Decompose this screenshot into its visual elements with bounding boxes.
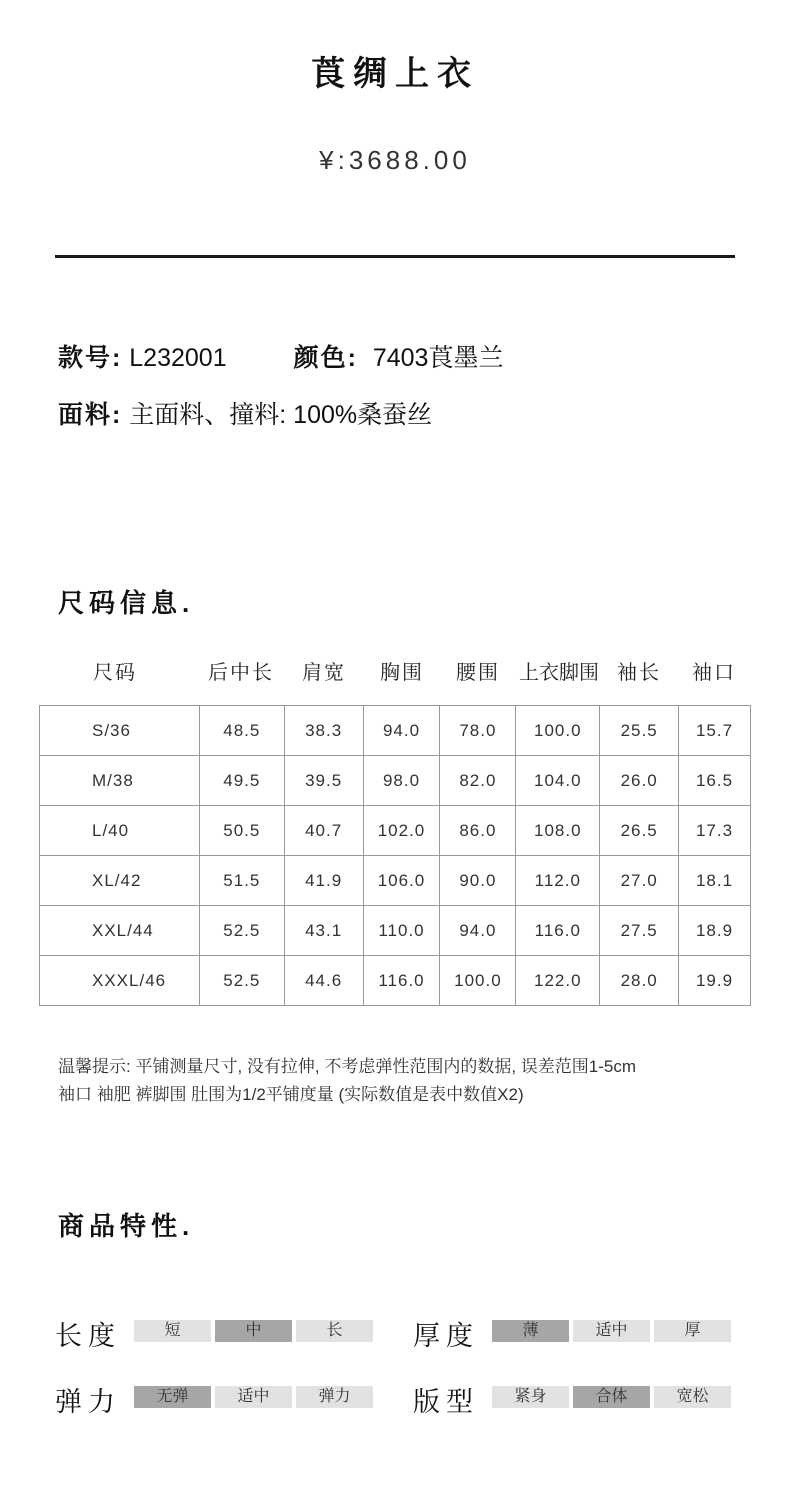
style-number-label: 款号: xyxy=(58,344,123,372)
measurement-cell: 100.0 xyxy=(516,706,600,756)
features-section-title: 商品特性. xyxy=(58,1211,195,1241)
thickness-option-thick: 厚 xyxy=(654,1320,731,1342)
size-cell: XL/42 xyxy=(40,856,200,906)
size-cell: XXXL/46 xyxy=(40,956,200,1006)
size-cell: M/38 xyxy=(40,756,200,806)
style-number-value: L232001 xyxy=(129,344,227,372)
elasticity-option-stretch: 弹力 xyxy=(296,1386,373,1408)
table-row xyxy=(40,856,751,906)
length-label: 长度 xyxy=(55,1321,121,1351)
measurement-cell: 82.0 xyxy=(440,756,516,806)
measurement-cell: 51.5 xyxy=(199,856,284,906)
measurement-cell: 100.0 xyxy=(440,956,516,1006)
header-size: 尺码 xyxy=(93,662,137,684)
product-title: 莨绸上衣 xyxy=(311,55,479,93)
header-divider xyxy=(55,255,735,258)
measurement-cell: 102.0 xyxy=(363,806,440,856)
measurement-cell: 94.0 xyxy=(363,706,440,756)
header-sleeve-length: 袖长 xyxy=(617,662,661,684)
size-cell: L/40 xyxy=(40,806,200,856)
measurement-cell: 26.0 xyxy=(600,756,679,806)
measurement-cell: 52.5 xyxy=(199,906,284,956)
length-option-medium: 中 xyxy=(215,1320,292,1342)
header-waist: 腰围 xyxy=(456,662,500,684)
measurement-cell: 98.0 xyxy=(363,756,440,806)
measurement-cell: 116.0 xyxy=(363,956,440,1006)
measurement-cell: 16.5 xyxy=(679,756,751,806)
size-cell: XXL/44 xyxy=(40,906,200,956)
measurement-cell: 27.5 xyxy=(600,906,679,956)
color-label: 颜色: xyxy=(293,344,358,372)
fit-option-loose: 宽松 xyxy=(654,1386,731,1408)
measurement-cell: 49.5 xyxy=(199,756,284,806)
measurement-cell: 86.0 xyxy=(440,806,516,856)
measurement-note: 温馨提示: 平铺测量尺寸, 没有拉伸, 不考虑弹性范围内的数据, 误差范围1-5cm xyxy=(58,1057,637,1076)
measurement-cell: 18.1 xyxy=(679,856,751,906)
size-table xyxy=(39,705,751,1006)
thickness-option-medium: 适中 xyxy=(573,1320,650,1342)
elasticity-option-none: 无弹 xyxy=(134,1386,211,1408)
measurement-cell: 18.9 xyxy=(679,906,751,956)
measurement-cell: 44.6 xyxy=(284,956,363,1006)
measurement-cell: 28.0 xyxy=(600,956,679,1006)
measurement-cell: 116.0 xyxy=(516,906,600,956)
measurement-cell: 19.9 xyxy=(679,956,751,1006)
fabric-label: 面料: xyxy=(58,401,123,429)
measurement-cell: 17.3 xyxy=(679,806,751,856)
length-option-short: 短 xyxy=(134,1320,211,1342)
header-chest: 胸围 xyxy=(380,662,424,684)
measurement-cell: 48.5 xyxy=(199,706,284,756)
measurement-cell: 122.0 xyxy=(516,956,600,1006)
header-hem: 上衣脚围 xyxy=(519,662,599,684)
fit-option-regular: 合体 xyxy=(573,1386,650,1408)
measurement-cell: 112.0 xyxy=(516,856,600,906)
length-option-long: 长 xyxy=(296,1320,373,1342)
header-shoulder: 肩宽 xyxy=(302,662,346,684)
table-row xyxy=(40,706,751,756)
measurement-cell: 15.7 xyxy=(679,706,751,756)
measurement-cell: 50.5 xyxy=(199,806,284,856)
table-row xyxy=(40,806,751,856)
measurement-cell: 38.3 xyxy=(284,706,363,756)
fabric-value: 主面料、撞料: 100%桑蚕丝 xyxy=(129,401,433,429)
size-section-title: 尺码信息. xyxy=(58,588,195,618)
measurement-cell: 90.0 xyxy=(440,856,516,906)
measurement-cell: 78.0 xyxy=(440,706,516,756)
table-row xyxy=(40,906,751,956)
header-back-length: 后中长 xyxy=(208,662,274,684)
measurement-cell: 43.1 xyxy=(284,906,363,956)
measurement-cell: 26.5 xyxy=(600,806,679,856)
size-cell: S/36 xyxy=(40,706,200,756)
thickness-label: 厚度 xyxy=(413,1321,479,1351)
product-price: ¥:3688.00 xyxy=(319,145,471,175)
measurement-note-2: 袖口 袖肥 裤脚围 肚围为1/2平铺度量 (实际数值是表中数值X2) xyxy=(58,1085,524,1104)
measurement-cell: 108.0 xyxy=(516,806,600,856)
measurement-cell: 110.0 xyxy=(363,906,440,956)
fit-label: 版型 xyxy=(413,1387,479,1417)
fit-option-slim: 紧身 xyxy=(492,1386,569,1408)
measurement-cell: 40.7 xyxy=(284,806,363,856)
table-row xyxy=(40,756,751,806)
style-color-line xyxy=(58,338,503,374)
measurement-cell: 52.5 xyxy=(199,956,284,1006)
measurement-cell: 104.0 xyxy=(516,756,600,806)
measurement-cell: 41.9 xyxy=(284,856,363,906)
fabric-line xyxy=(58,395,432,431)
measurement-cell: 106.0 xyxy=(363,856,440,906)
color-value: 7403莨墨兰 xyxy=(372,344,504,372)
thickness-option-thin: 薄 xyxy=(492,1320,569,1342)
elasticity-option-medium: 适中 xyxy=(215,1386,292,1408)
measurement-cell: 39.5 xyxy=(284,756,363,806)
elasticity-label: 弹力 xyxy=(55,1387,121,1417)
measurement-cell: 27.0 xyxy=(600,856,679,906)
header-cuff: 袖口 xyxy=(692,662,736,684)
table-row xyxy=(40,956,751,1006)
measurement-cell: 25.5 xyxy=(600,706,679,756)
measurement-cell: 94.0 xyxy=(440,906,516,956)
